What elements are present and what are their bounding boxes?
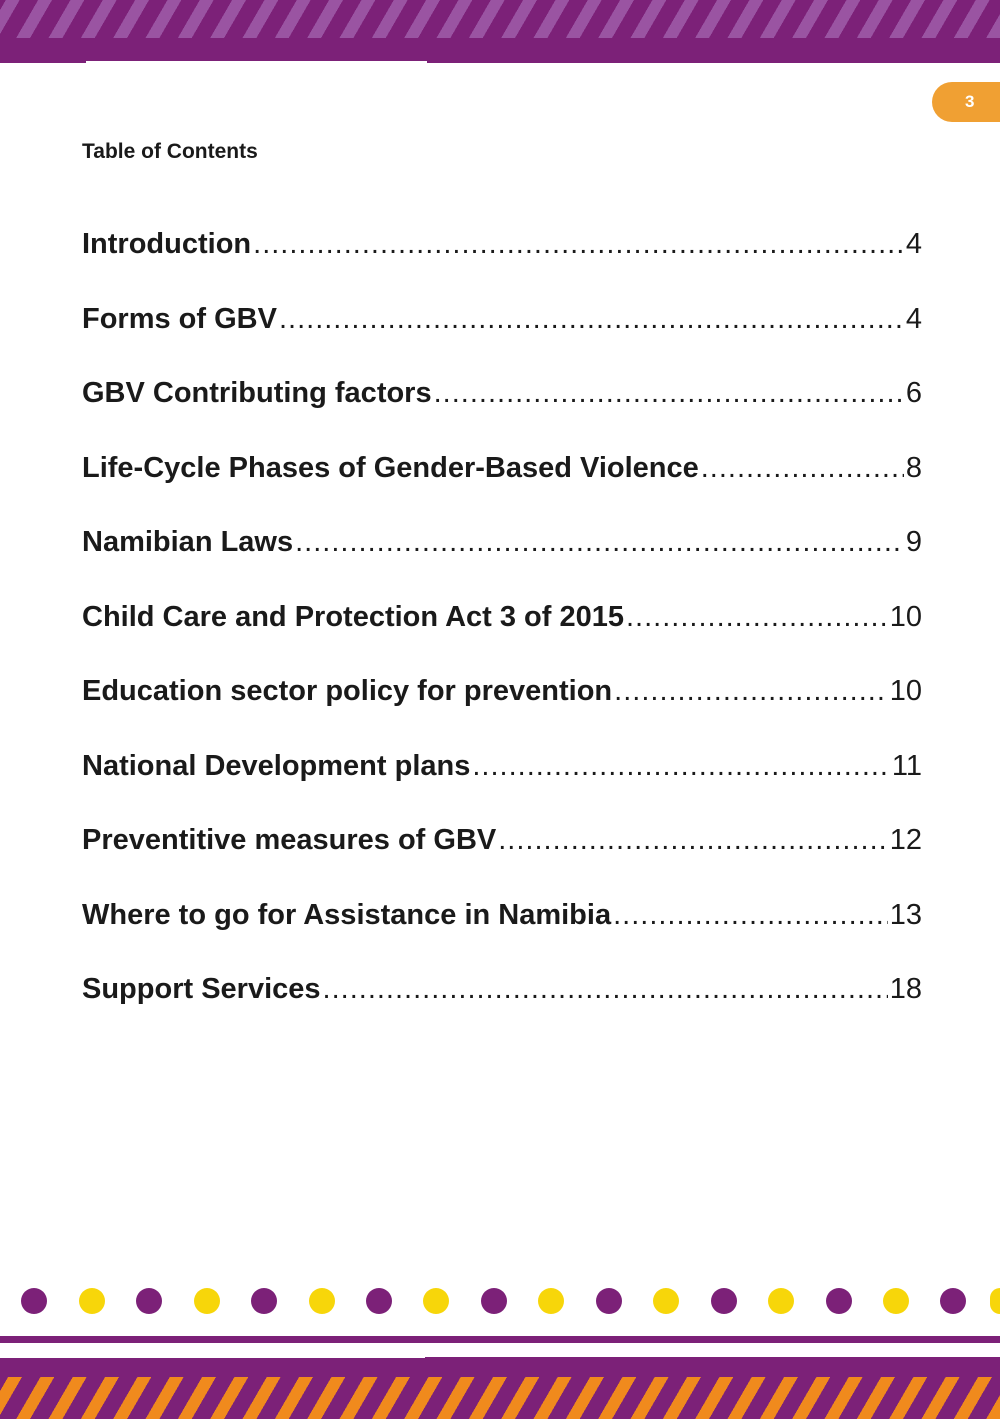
toc-entry-title: Preventitive measures of GBV — [82, 824, 497, 856]
toc-entry[interactable] — [82, 299, 922, 374]
yellow-dot — [538, 1288, 564, 1314]
toc-entry-title: GBV Contributing factors — [82, 377, 432, 409]
bottom-white-divider — [0, 1355, 425, 1358]
decorative-dot-row — [0, 1288, 1000, 1314]
toc-entry-title: Introduction — [82, 228, 252, 260]
purple-dot — [481, 1288, 507, 1314]
purple-dot — [826, 1288, 852, 1314]
toc-leader-dots — [434, 373, 904, 413]
toc-leader-dots — [253, 224, 904, 264]
top-divider — [86, 61, 427, 63]
toc-leader-dots — [323, 969, 888, 1009]
toc-entry[interactable] — [82, 671, 922, 746]
purple-dot — [596, 1288, 622, 1314]
toc-entry-title: Forms of GBV — [82, 302, 277, 335]
toc-leader-dots — [701, 448, 904, 488]
yellow-dot — [194, 1288, 220, 1314]
toc-entry-page: 10 — [889, 600, 922, 633]
toc-entry[interactable] — [82, 746, 922, 821]
toc-entry[interactable] — [82, 895, 922, 970]
toc-leader-dots — [613, 895, 888, 935]
toc-entry-title: Life-Cycle Phases of Gender-Based Violence — [82, 451, 699, 484]
toc-entry-title: Child Care and Protection Act 3 of 2015 — [82, 600, 624, 633]
toc-entry-page: 18 — [889, 973, 922, 1005]
toc-leader-dots — [626, 597, 888, 637]
toc-entry-page: 6 — [905, 377, 922, 409]
toc-entry-page: 9 — [905, 526, 922, 558]
toc-leader-dots — [614, 671, 888, 711]
toc-heading: Table of Contents — [82, 140, 258, 163]
toc-entry-page: 11 — [891, 749, 922, 782]
yellow-dot — [423, 1288, 449, 1314]
purple-dot — [711, 1288, 737, 1314]
toc-entry-title: Where to go for Assistance in Namibia — [82, 898, 612, 931]
toc-entry[interactable] — [82, 373, 922, 448]
bottom-stripe-pattern — [0, 1377, 1000, 1419]
toc-leader-dots — [295, 522, 904, 562]
toc-leader-dots — [498, 820, 888, 860]
toc-list — [82, 224, 922, 1044]
toc-entry-title: National Development plans — [82, 749, 471, 782]
toc-entry-page: 4 — [905, 302, 922, 335]
toc-entry[interactable] — [82, 522, 922, 597]
toc-entry[interactable] — [82, 969, 922, 1044]
page-number-badge — [932, 82, 1000, 122]
toc-leader-dots — [279, 299, 904, 339]
toc-entry[interactable] — [82, 224, 922, 299]
toc-entry-title: Education sector policy for prevention — [82, 675, 613, 707]
yellow-dot — [883, 1288, 909, 1314]
toc-entry[interactable] — [82, 597, 922, 672]
bottom-divider — [0, 1336, 1000, 1343]
toc-entry[interactable] — [82, 820, 922, 895]
yellow-dot — [990, 1288, 1000, 1314]
toc-entry-page: 8 — [905, 451, 922, 484]
purple-dot — [366, 1288, 392, 1314]
purple-dot — [21, 1288, 47, 1314]
yellow-dot — [653, 1288, 679, 1314]
purple-dot — [136, 1288, 162, 1314]
yellow-dot — [309, 1288, 335, 1314]
toc-entry-page: 12 — [889, 824, 922, 856]
toc-entry-page: 4 — [905, 228, 922, 260]
purple-dot — [940, 1288, 966, 1314]
toc-entry-page: 10 — [889, 675, 922, 707]
toc-entry-page: 13 — [889, 898, 922, 931]
yellow-dot — [79, 1288, 105, 1314]
top-stripe-pattern — [0, 0, 1000, 38]
toc-entry-title: Namibian Laws — [82, 526, 294, 558]
purple-dot — [251, 1288, 277, 1314]
page-number: 3 — [965, 92, 975, 111]
toc-entry[interactable] — [82, 448, 922, 523]
yellow-dot — [768, 1288, 794, 1314]
toc-leader-dots — [472, 746, 890, 786]
toc-entry-title: Support Services — [82, 973, 321, 1005]
